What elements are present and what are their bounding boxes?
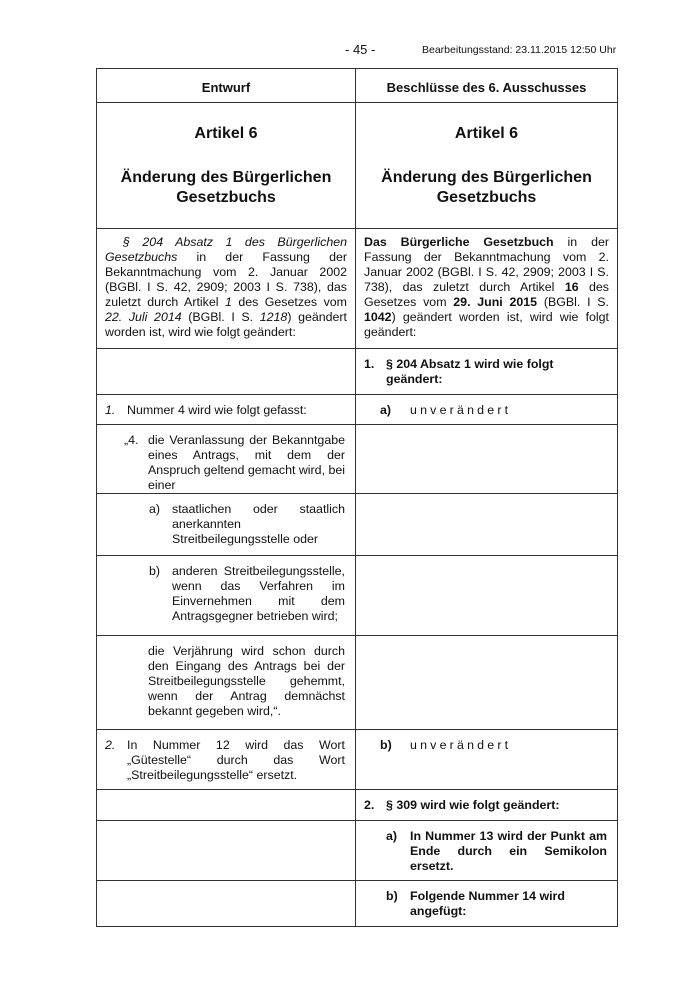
empty-cell	[356, 494, 618, 556]
empty-cell	[97, 881, 356, 927]
change-item-cell	[97, 494, 356, 556]
synopsis-table	[96, 68, 618, 927]
change-text: § 309 wird wie folgt geändert:	[386, 798, 560, 812]
change-text: die Verjährung wird schon durch den Eingang des Antrags bei der Streitbeilegungsstelle gehemmt, wenn der Antrag demnächst bekannt gegeben wird,“.	[148, 644, 345, 718]
article-heading-left	[97, 103, 356, 229]
change-text: die Veranlassung der Bekanntgabe eines Antrags, mit dem der Anspruch geltend gemacht wird, bei einer	[148, 433, 345, 492]
change-text: unverändert	[410, 403, 512, 417]
article-label: Artikel 6	[194, 125, 258, 142]
change-item-cell	[356, 821, 618, 881]
change-item-cell	[356, 395, 618, 425]
empty-cell	[97, 821, 356, 881]
page-number: - 45 -	[345, 42, 376, 57]
page-header	[0, 40, 700, 60]
change-item-cell	[97, 425, 356, 494]
change-item: b) Folgende Nummer 14 wird angefügt:	[356, 881, 617, 919]
change-item: 1. Nummer 4 wird wie folgt gefasst:	[97, 395, 355, 418]
empty-cell	[97, 790, 356, 821]
change-item-cell	[356, 881, 618, 927]
change-item: a) In Nummer 13 wird der Punkt am Ende durch ein Semikolon ersetzt.	[386, 829, 607, 873]
column-header-entwurf: Entwurf	[97, 69, 356, 103]
article-title: Änderung des Bürgerlichen Gesetzbuchs	[120, 169, 332, 206]
change-item: b) unverändert	[356, 730, 617, 753]
change-item-cell	[97, 556, 356, 636]
intro-left-text: § 204 Absatz 1 des Bürgerlichen Gesetzbuchs in der Fassung der Bekanntmachung vom 2. Januar 2002 (BGBl. I S. 42, 2909; 2003 I S. 738), das zuletzt durch Artikel 1 des Gesetzes vom 22. Juli 2014 (BGBl. I S. 1218) geändert worden ist, wird wie folgt geändert:	[105, 235, 347, 339]
edit-status: Bearbeitungsstand: 23.11.2015 12:50 Uhr	[422, 44, 617, 56]
empty-cell	[356, 425, 618, 494]
intro-right-cell	[356, 229, 618, 349]
empty-cell	[356, 556, 618, 636]
change-text: anderen Streitbeilegungsstelle, wenn das Verfahren im Einvernehmen mit dem Antragsgegner betrieben wird;	[172, 564, 345, 623]
change-text: Folgende Nummer 14 wird angefügt:	[410, 889, 565, 918]
change-item: 2. § 309 wird wie folgt geändert:	[356, 790, 617, 813]
change-item: 2. In Nummer 12 wird das Wort „Gütestelle“ durch das Wort „Streitbeilegungsstelle“ ersetzt.	[105, 738, 345, 782]
article-label: Artikel 6	[454, 125, 519, 142]
change-text: unverändert	[410, 738, 512, 752]
change-text: § 204 Absatz 1 wird wie folgt geändert:	[386, 357, 554, 386]
change-item: b) anderen Streitbeilegungsstelle, wenn das Verfahren im Einvernehmen mit dem Antragsgegner betrieben wird;	[149, 564, 345, 623]
article-title: Änderung des Bürgerlichen Gesetzbuchs	[381, 169, 592, 206]
change-item: „4. die Veranlassung der Bekanntgabe eines Antrags, mit dem der Anspruch geltend gemacht wird, bei einer	[124, 433, 345, 492]
change-item	[97, 636, 355, 719]
change-text: In Nummer 13 wird der Punkt am Ende durch ein Semikolon ersetzt.	[410, 829, 607, 873]
change-item-cell	[356, 349, 618, 395]
change-item-cell	[97, 730, 356, 790]
change-text: In Nummer 12 wird das Wort „Gütestelle“ durch das Wort „Streitbeilegungsstelle“ ersetzt.	[127, 738, 345, 782]
empty-cell	[356, 636, 618, 730]
article-heading-right	[356, 103, 618, 229]
change-item-cell	[97, 395, 356, 425]
change-item-cell	[356, 790, 618, 821]
empty-cell	[97, 349, 356, 395]
change-item-cell	[356, 730, 618, 790]
change-item: a) staatlichen oder staatlich anerkannten Streitbeilegungsstelle oder	[149, 502, 345, 546]
change-item: 1. § 204 Absatz 1 wird wie folgt geändert:	[356, 349, 617, 387]
change-text: staatlichen oder staatlich anerkannten Streitbeilegungsstelle oder	[172, 502, 345, 546]
column-header-beschluesse: Beschlüsse des 6. Ausschusses	[356, 69, 618, 103]
change-item-cell	[97, 636, 356, 730]
intro-left-cell	[97, 229, 356, 349]
change-text: Nummer 4 wird wie folgt gefasst:	[127, 403, 307, 417]
change-item: a) unverändert	[356, 395, 617, 418]
intro-right-text: Das Bürgerliche Gesetzbuch in der Fassung der Bekanntmachung vom 2. Januar 2002 (BGBl. I S. 42, 2909; 2003 I S. 738), das zuletzt durch Artikel 16 des Gesetzes vom 29. Juni 2015 (BGBl. I S. 1042) geändert worden ist, wird wie folgt geändert:	[364, 235, 610, 339]
